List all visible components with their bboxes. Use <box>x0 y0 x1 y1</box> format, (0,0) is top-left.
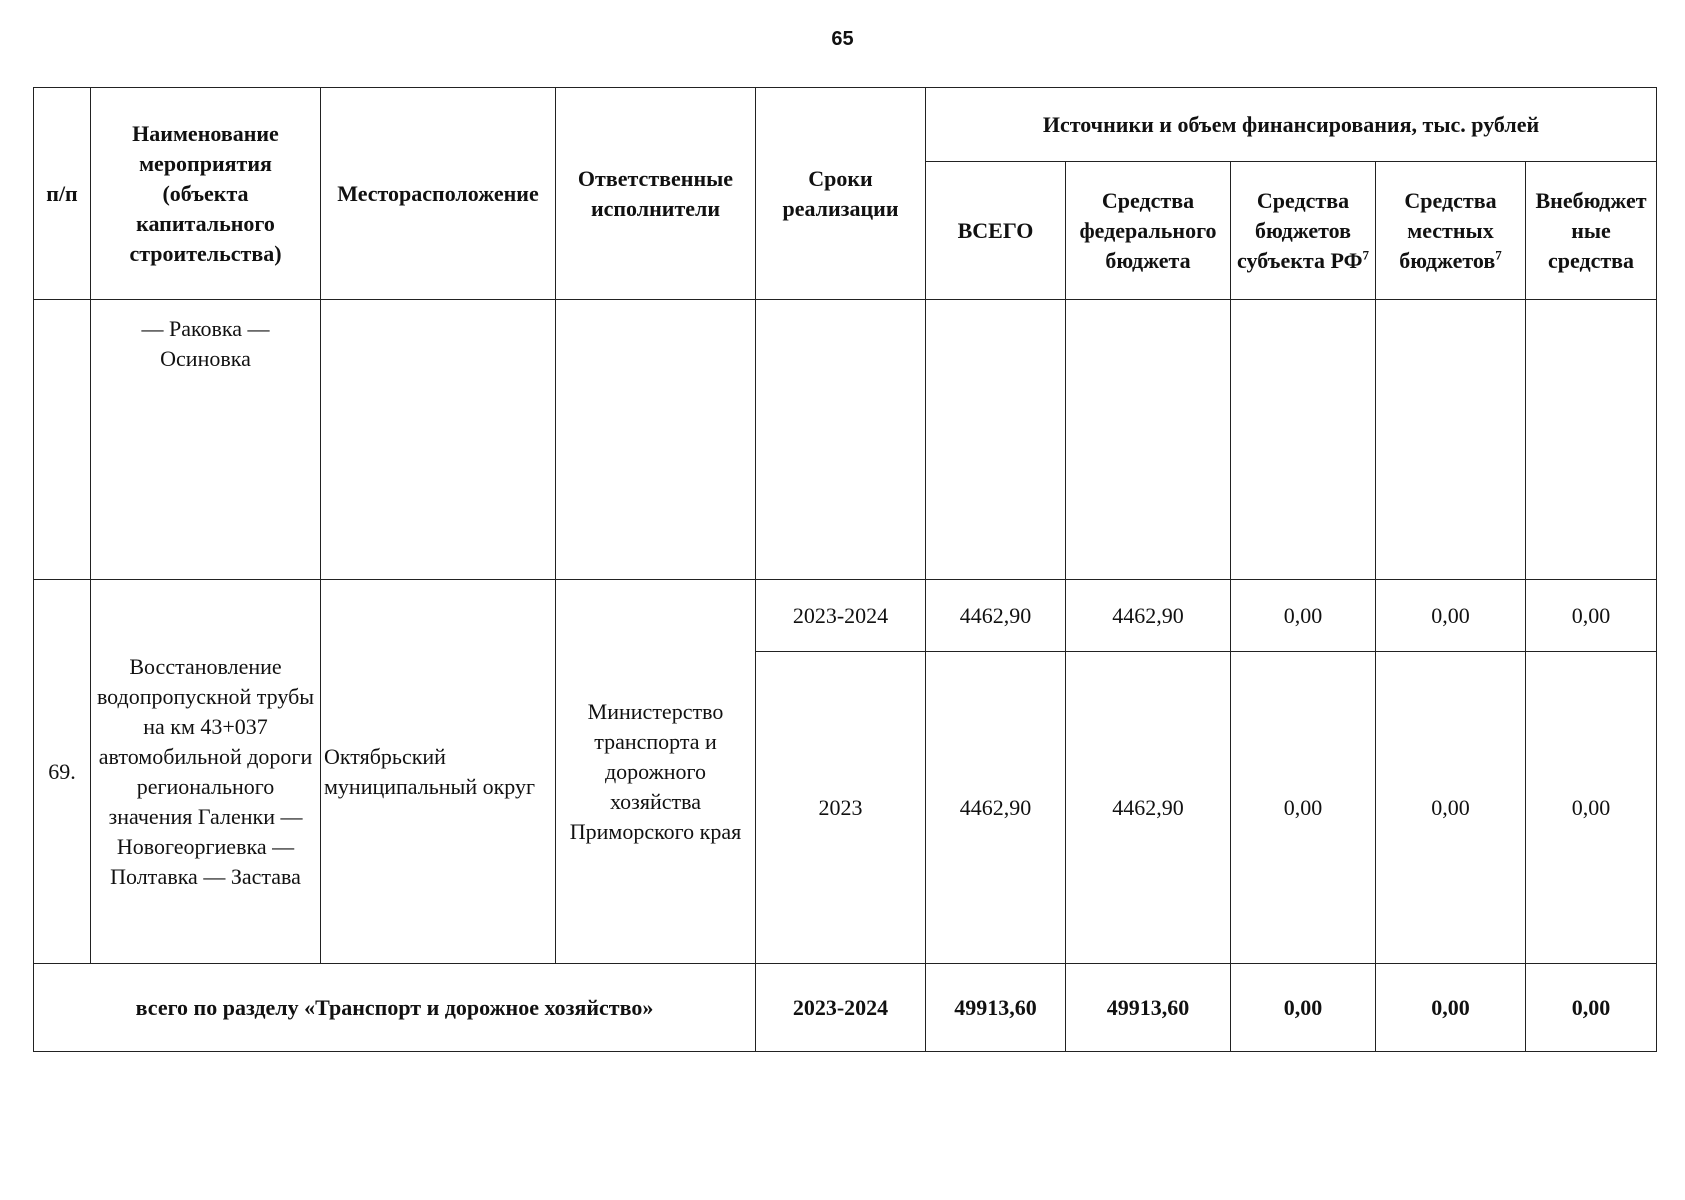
section-total-row <box>34 964 1657 1052</box>
item-location: Октябрьский муниципальный округ <box>321 580 556 964</box>
header-offbudget: Внебюджет ные средства <box>1526 162 1657 300</box>
header-regional: Средства бюджетов субъекта $РФ^7$ <box>1231 162 1376 300</box>
item-local: 0,00 <box>1376 652 1526 964</box>
continuation-name: — Раковка — Осиновка <box>91 300 321 580</box>
page-number: 65 <box>831 28 854 50</box>
item-regional: 0,00 <box>1231 580 1376 652</box>
header-name: Наименование мероприятия (объекта капитального строительства) <box>91 88 321 300</box>
header-total: ВСЕГО <box>926 162 1066 300</box>
footnote-mark: 7 <box>1362 247 1369 263</box>
section-total-term: 2023-2024 <box>756 964 926 1052</box>
item-num: 69. <box>34 580 91 964</box>
item-local: 0,00 <box>1376 580 1526 652</box>
footnote-mark: 7 <box>1495 247 1502 263</box>
section-total-total: 49913,60 <box>926 964 1066 1052</box>
header-financing-group: Источники и объем финансирования, тыс. рублей <box>926 88 1657 162</box>
section-total-label: всего по разделу «Транспорт и дорожное хозяйство» <box>34 964 756 1052</box>
header-local: Средства местных бюджетов$^7$ <box>1376 162 1526 300</box>
item-offbudget: 0,00 <box>1526 580 1657 652</box>
table-row <box>34 580 1657 652</box>
item-term: 2023-2024 <box>756 580 926 652</box>
header-federal: Средства федерального бюджета <box>1066 162 1231 300</box>
section-total-regional: 0,00 <box>1231 964 1376 1052</box>
section-total-federal: 49913,60 <box>1066 964 1231 1052</box>
section-total-offbudget: 0,00 <box>1526 964 1657 1052</box>
item-offbudget: 0,00 <box>1526 652 1657 964</box>
section-total-local: 0,00 <box>1376 964 1526 1052</box>
item-name: Восстановление водопропускной трубы на км 43+037 автомобильной дороги регионального значения Галенки — Новогеоргиевка — Полтавка — Застава <box>91 580 321 964</box>
continuation-row <box>34 300 1657 580</box>
header-num: п/п <box>34 88 91 300</box>
header-terms: Сроки реализации <box>756 88 926 300</box>
item-total: 4462,90 <box>926 652 1066 964</box>
item-regional: 0,00 <box>1231 652 1376 964</box>
item-total: 4462,90 <box>926 580 1066 652</box>
item-federal: 4462,90 <box>1066 580 1231 652</box>
financing-table <box>33 87 1657 1052</box>
item-term: 2023 <box>756 652 926 964</box>
header-responsible: Ответственные исполнители <box>556 88 756 300</box>
item-federal: 4462,90 <box>1066 652 1231 964</box>
item-responsible: Министерство транспорта и дорожного хозяйства Приморского края <box>556 580 756 964</box>
header-location: Месторасположение <box>321 88 556 300</box>
